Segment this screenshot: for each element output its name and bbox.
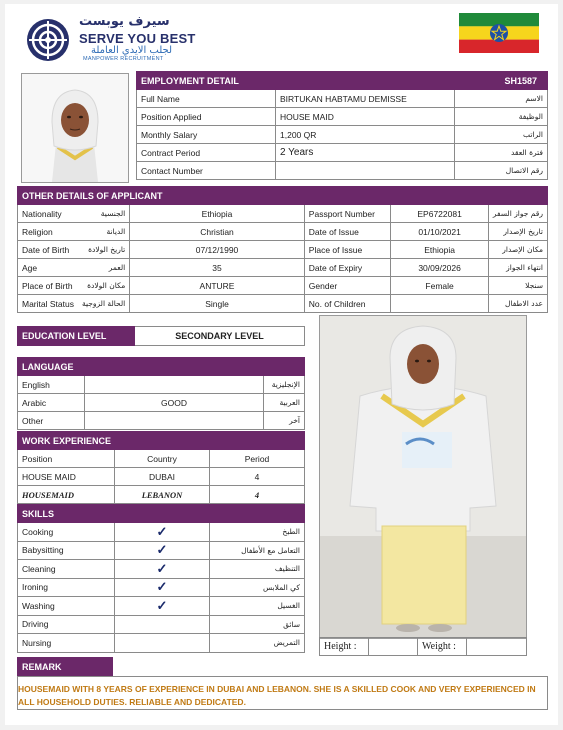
language-row	[18, 412, 305, 430]
logo-english-name: SERVE YOU BEST	[79, 31, 196, 46]
check-icon: ✓	[156, 560, 168, 576]
logo-arabic-name: سيرف يوبست	[79, 14, 170, 29]
date-of-issue-arabic: تاريخ الإصدار	[488, 223, 547, 241]
skill-cooking-label: Cooking	[18, 523, 115, 542]
place-of-birth-value: ANTURE	[130, 277, 305, 295]
skill-check-cell	[115, 560, 210, 579]
skill-row	[18, 578, 305, 597]
table-row	[137, 144, 548, 162]
marital-status-value: Single	[130, 295, 305, 313]
skill-check-cell	[115, 634, 210, 653]
table-row	[137, 162, 548, 180]
full-name-arabic-label: الاسم	[455, 90, 548, 108]
language-row	[18, 376, 305, 394]
table-row	[137, 90, 548, 108]
full-name-value: BIRTUKAN HABTAMU DEMISSE	[276, 90, 455, 108]
date-of-issue-label: Date of Issue	[304, 223, 391, 241]
language-english-label: English	[18, 376, 85, 394]
work-position: HOUSEMAID	[18, 486, 115, 504]
remark-text: HOUSEMAID WITH 8 YEARS OF EXPERIENCE IN DUBAI AND LEBANON. SHE IS A SKILLED COOK AND VERY EXPERIENCED IN ALL HOUSEHOLD DUTIES. RELIABLE AND DEDICATED.	[18, 684, 536, 707]
gender-label: Gender	[304, 277, 391, 295]
remark-title: REMARK	[18, 658, 113, 677]
ethiopia-flag-icon	[459, 13, 539, 53]
skill-row	[18, 634, 305, 653]
marital-status-arabic: الحالة الزوجية	[78, 295, 130, 313]
skill-cooking-arabic: الطبخ	[210, 523, 305, 542]
date-of-expiry-arabic: انتهاء الجواز	[488, 259, 547, 277]
gender-value: Female	[391, 277, 488, 295]
logo-subtitle: MANPOWER RECRUITMENT	[83, 56, 164, 62]
table-row	[18, 468, 305, 486]
work-country-header: Country	[115, 450, 210, 468]
position-arabic-label: الوظيفة	[455, 108, 548, 126]
contact-arabic-label: رقم الاتصال	[455, 162, 548, 180]
age-label: Age	[18, 259, 78, 277]
language-arabic-label: Arabic	[18, 394, 85, 412]
date-of-expiry-value: 30/09/2026	[391, 259, 488, 277]
date-of-birth-label: Date of Birth	[18, 241, 78, 259]
age-value: 35	[130, 259, 305, 277]
work-experience-title: WORK EXPERIENCE	[18, 432, 305, 450]
passport-number-label: Passport Number	[304, 205, 391, 223]
check-icon: ✓	[156, 579, 168, 595]
work-header-row	[18, 450, 305, 468]
children-arabic: عدد الاطفال	[488, 295, 547, 313]
language-arabic-arabic: العربية	[264, 394, 305, 412]
work-period: 4	[210, 468, 305, 486]
language-title: LANGUAGE	[18, 358, 305, 376]
table-row	[18, 259, 548, 277]
table-row	[137, 126, 548, 144]
marital-status-label: Marital Status	[18, 295, 78, 313]
contract-value: 2 Years	[276, 144, 455, 162]
skill-washing-label: Washing	[18, 597, 115, 616]
cv-page	[5, 4, 558, 725]
height-label: Height :	[320, 638, 369, 656]
table-row	[18, 486, 305, 504]
salary-label: Monthly Salary	[137, 126, 276, 144]
skill-driving-label: Driving	[18, 615, 115, 634]
applicant-full-photo	[319, 315, 527, 639]
skill-check-cell	[115, 523, 210, 542]
date-of-issue-value: 01/10/2021	[391, 223, 488, 241]
skill-ironing-arabic: كي الملابس	[210, 578, 305, 597]
remark-header-table	[17, 657, 113, 677]
work-position-header: Position	[18, 450, 115, 468]
nationality-value: Ethiopia	[130, 205, 305, 223]
height-value	[369, 638, 418, 656]
skill-check-cell	[115, 597, 210, 616]
contact-value	[276, 162, 455, 180]
applicant-portrait-photo	[21, 73, 129, 183]
position-value: HOUSE MAID	[276, 108, 455, 126]
contract-arabic-label: فترة العقد	[455, 144, 548, 162]
language-arabic-value: GOOD	[85, 394, 264, 412]
skills-title: SKILLS	[18, 505, 305, 523]
table-row	[18, 223, 548, 241]
work-period-header: Period	[210, 450, 305, 468]
place-of-birth-arabic: مكان الولادة	[78, 277, 130, 295]
skill-cleaning-label: Cleaning	[18, 560, 115, 579]
contact-label: Contact Number	[137, 162, 276, 180]
skill-check-cell	[115, 578, 210, 597]
gender-arabic: سنجلا	[488, 277, 547, 295]
skill-washing-arabic: الغسيل	[210, 597, 305, 616]
skill-babysitting-label: Babysitting	[18, 541, 115, 560]
language-other-value	[85, 412, 264, 430]
skill-row	[18, 597, 305, 616]
religion-arabic: الديانة	[78, 223, 130, 241]
work-experience-table	[17, 431, 305, 504]
passport-number-value: EP6722081	[391, 205, 488, 223]
skill-row	[18, 560, 305, 579]
religion-value: Christian	[130, 223, 305, 241]
date-of-birth-value: 07/12/1990	[130, 241, 305, 259]
check-icon: ✓	[156, 597, 168, 613]
height-weight-table	[319, 637, 527, 656]
education-table	[17, 326, 305, 346]
religion-label: Religion	[18, 223, 78, 241]
check-icon: ✓	[156, 542, 168, 558]
skill-cleaning-arabic: التنظيف	[210, 560, 305, 579]
skill-driving-arabic: سائق	[210, 615, 305, 634]
skill-check-cell	[115, 541, 210, 560]
work-country: DUBAI	[115, 468, 210, 486]
date-of-birth-arabic: تاريخ الولادة	[78, 241, 130, 259]
education-level-value: SECONDARY LEVEL	[135, 327, 305, 346]
table-row	[18, 277, 548, 295]
place-of-issue-label: Place of Issue	[304, 241, 391, 259]
language-english-arabic: الإنجليزية	[264, 376, 305, 394]
table-row	[137, 108, 548, 126]
skill-row	[18, 541, 305, 560]
work-period: 4	[210, 486, 305, 504]
nationality-arabic: الجنسية	[78, 205, 130, 223]
skill-row	[18, 523, 305, 542]
other-details-title: OTHER DETAILS OF APPLICANT	[18, 187, 548, 205]
full-name-label: Full Name	[137, 90, 276, 108]
children-value	[391, 295, 488, 313]
age-arabic: العمر	[78, 259, 130, 277]
reference-number: SH1587	[455, 72, 548, 90]
weight-value	[467, 638, 527, 656]
skill-babysitting-arabic: التعامل مع الأطفال	[210, 541, 305, 560]
salary-arabic-label: الراتب	[455, 126, 548, 144]
place-of-issue-value: Ethiopia	[391, 241, 488, 259]
contract-label: Contract Period	[137, 144, 276, 162]
logo-arabic-subtitle: لجلب الايدي العاملة	[91, 45, 173, 56]
date-of-expiry-label: Date of Expiry	[304, 259, 391, 277]
work-position: HOUSE MAID	[18, 468, 115, 486]
nationality-label: Nationality	[18, 205, 78, 223]
language-other-label: Other	[18, 412, 85, 430]
weight-label: Weight :	[418, 638, 467, 656]
company-logo-icon	[25, 17, 71, 63]
skill-ironing-label: Ironing	[18, 578, 115, 597]
work-country: LEBANON	[115, 486, 210, 504]
language-other-arabic: آخر	[264, 412, 305, 430]
passport-number-arabic: رقم جواز السفر	[488, 205, 547, 223]
check-icon: ✓	[156, 523, 168, 539]
children-label: No. of Children	[304, 295, 391, 313]
skill-row	[18, 615, 305, 634]
language-work-skills-table	[17, 357, 305, 430]
position-label: Position Applied	[137, 108, 276, 126]
skill-check-cell	[115, 615, 210, 634]
skill-nursing-label: Nursing	[18, 634, 115, 653]
education-level-label: EDUCATION LEVEL	[18, 327, 135, 346]
place-of-issue-arabic: مكان الإصدار	[488, 241, 547, 259]
language-row	[18, 394, 305, 412]
salary-value: 1,200 QR	[276, 126, 455, 144]
employment-detail-title: EMPLOYMENT DETAIL	[137, 72, 455, 90]
table-row	[18, 295, 548, 313]
place-of-birth-label: Place of Birth	[18, 277, 78, 295]
table-row	[18, 241, 548, 259]
employment-detail-table	[136, 71, 548, 180]
skills-table	[17, 504, 305, 653]
language-english-value	[85, 376, 264, 394]
skill-nursing-arabic: التمريض	[210, 634, 305, 653]
table-row	[18, 205, 548, 223]
other-details-table	[17, 186, 548, 313]
